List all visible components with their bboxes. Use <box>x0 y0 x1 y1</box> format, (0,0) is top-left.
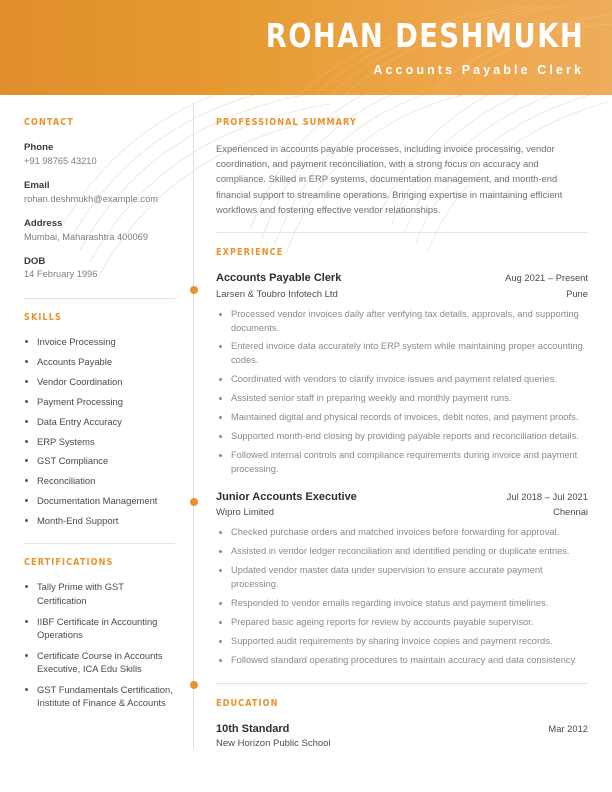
contact-value: 14 February 1996 <box>24 269 98 280</box>
resume-header <box>0 0 612 95</box>
job-position: Accounts Payable Clerk <box>216 272 342 285</box>
contact-label: DOB <box>24 255 46 267</box>
experience-section <box>216 247 588 668</box>
education-section-title: EDUCATION <box>216 697 279 709</box>
summary-text: Experienced in accounts payable processes, including invoice processing, vendor coordination, and payment reconciliation, with a strong focus on accuracy and compliance. Skilled in ERP systems, documentation management, and month-end financial support to streamline operations. Bringing expertise in maintaining efficient workflows and fostering effective vendor relationships. <box>216 143 563 215</box>
resume-body <box>0 95 612 749</box>
skills-list <box>24 335 175 527</box>
experience-entry <box>216 271 588 477</box>
timeline-divider <box>193 103 194 749</box>
list-item: Followed internal controls and compliance requirements during invoice and payment processing. <box>216 449 588 477</box>
timeline-dot <box>190 498 198 506</box>
summary-section-title: PROFESSIONAL SUMMARY <box>216 117 357 128</box>
list-item: GST Compliance <box>24 454 175 467</box>
job-bullet-list <box>216 526 588 668</box>
sidebar-divider <box>24 298 175 299</box>
contact-section-title: CONTACT <box>24 117 74 128</box>
main-divider <box>216 683 588 684</box>
education-school: New Horizon Public School <box>216 738 331 750</box>
list-item: GST Fundamentals Certification, Institute of Finance & Accounts <box>24 683 175 710</box>
contact-value: rohan.deshmukh@example.com <box>24 193 158 204</box>
job-location: Pune <box>566 287 588 299</box>
list-item: Supported audit requirements by sharing invoice copies and payment records. <box>216 635 588 649</box>
job-bullet-list <box>216 308 588 477</box>
list-item: Invoice Processing <box>24 335 175 348</box>
contact-item-email <box>24 179 175 207</box>
job-position: Junior Accounts Executive <box>216 490 357 503</box>
list-item: Data Entry Accuracy <box>24 415 175 428</box>
main-divider <box>216 232 588 233</box>
professional-summary-section <box>216 117 588 217</box>
list-item: Followed standard operating procedures to maintain accuracy and data consistency. <box>216 654 588 668</box>
experience-section-title: EXPERIENCE <box>216 247 284 259</box>
list-item: Payment Processing <box>24 395 175 408</box>
education-degree: 10th Standard <box>216 722 290 735</box>
education-section <box>216 698 588 749</box>
list-item: Documentation Management <box>24 494 175 507</box>
list-item: Responded to vendor emails regarding invoice status and payment timelines. <box>216 597 588 611</box>
list-item: Checked purchase orders and matched invoices before forwarding for approval. <box>216 526 588 540</box>
contact-value: +91 98765 43210 <box>24 155 97 166</box>
contact-label: Email <box>24 179 50 191</box>
sidebar-divider <box>24 543 175 544</box>
list-item: Assisted senior staff in preparing weekly and monthly payment runs. <box>216 392 588 406</box>
list-item: Assisted in vendor ledger reconciliation and identified pending or duplicate entries. <box>216 545 588 559</box>
certifications-section <box>24 557 175 709</box>
list-item: Supported month-end closing by providing payable reports and reconciliation details. <box>216 430 588 444</box>
list-item: Reconciliation <box>24 474 175 487</box>
experience-entry <box>216 490 588 668</box>
contact-label: Phone <box>24 142 54 153</box>
job-date: Aug 2021 – Present <box>505 272 588 284</box>
sidebar <box>0 95 193 749</box>
contact-section <box>24 117 175 282</box>
skills-section-title: SKILLS <box>24 312 62 324</box>
candidate-role: Accounts Payable Clerk <box>373 62 584 77</box>
list-item: IIBF Certificate in Accounting Operations <box>24 615 175 642</box>
contact-item-address <box>24 217 175 245</box>
candidate-name: ROHAN DESHMUKH <box>265 15 584 55</box>
list-item: Prepared basic ageing reports for review by accounts payable supervisor. <box>216 616 588 630</box>
job-location: Chennai <box>553 506 588 518</box>
contact-value: Mumbai, Maharashtra 400069 <box>24 231 149 242</box>
contact-item-phone <box>24 141 175 169</box>
education-entry <box>216 722 588 749</box>
list-item: Certificate Course in Accounts Executive, ICA Edu Skills <box>24 649 175 676</box>
contact-item-dob <box>24 255 175 283</box>
job-date: Jul 2018 – Jul 2021 <box>506 490 588 502</box>
certifications-section-title: CERTIFICATIONS <box>24 557 114 569</box>
skills-section <box>24 312 175 527</box>
list-item: Processed vendor invoices daily after verifying tax details, approvals, and supporting documents. <box>216 308 588 336</box>
list-item: Entered invoice data accurately into ERP system while maintaining proper accounting codes. <box>216 340 588 368</box>
list-item: Vendor Coordination <box>24 375 175 388</box>
list-item: Updated vendor master data under supervision to ensure accurate payment processing. <box>216 564 588 592</box>
job-company: Wipro Limited <box>216 507 275 519</box>
contact-label: Address <box>24 217 63 229</box>
certifications-list <box>24 580 175 709</box>
timeline-dot <box>190 681 198 689</box>
list-item: Tally Prime with GST Certification <box>24 580 175 607</box>
list-item: Coordinated with vendors to clarify invoice issues and payment related queries. <box>216 373 588 387</box>
education-date: Mar 2012 <box>548 722 588 734</box>
list-item: Month-End Support <box>24 514 175 527</box>
job-company: Larsen & Toubro Infotech Ltd <box>216 288 338 300</box>
list-item: Maintained digital and physical records of invoices, debit notes, and payment proofs. <box>216 411 588 425</box>
list-item: Accounts Payable <box>24 355 175 368</box>
timeline-dot <box>190 286 198 294</box>
list-item: ERP Systems <box>24 435 175 448</box>
main-column <box>194 95 612 749</box>
